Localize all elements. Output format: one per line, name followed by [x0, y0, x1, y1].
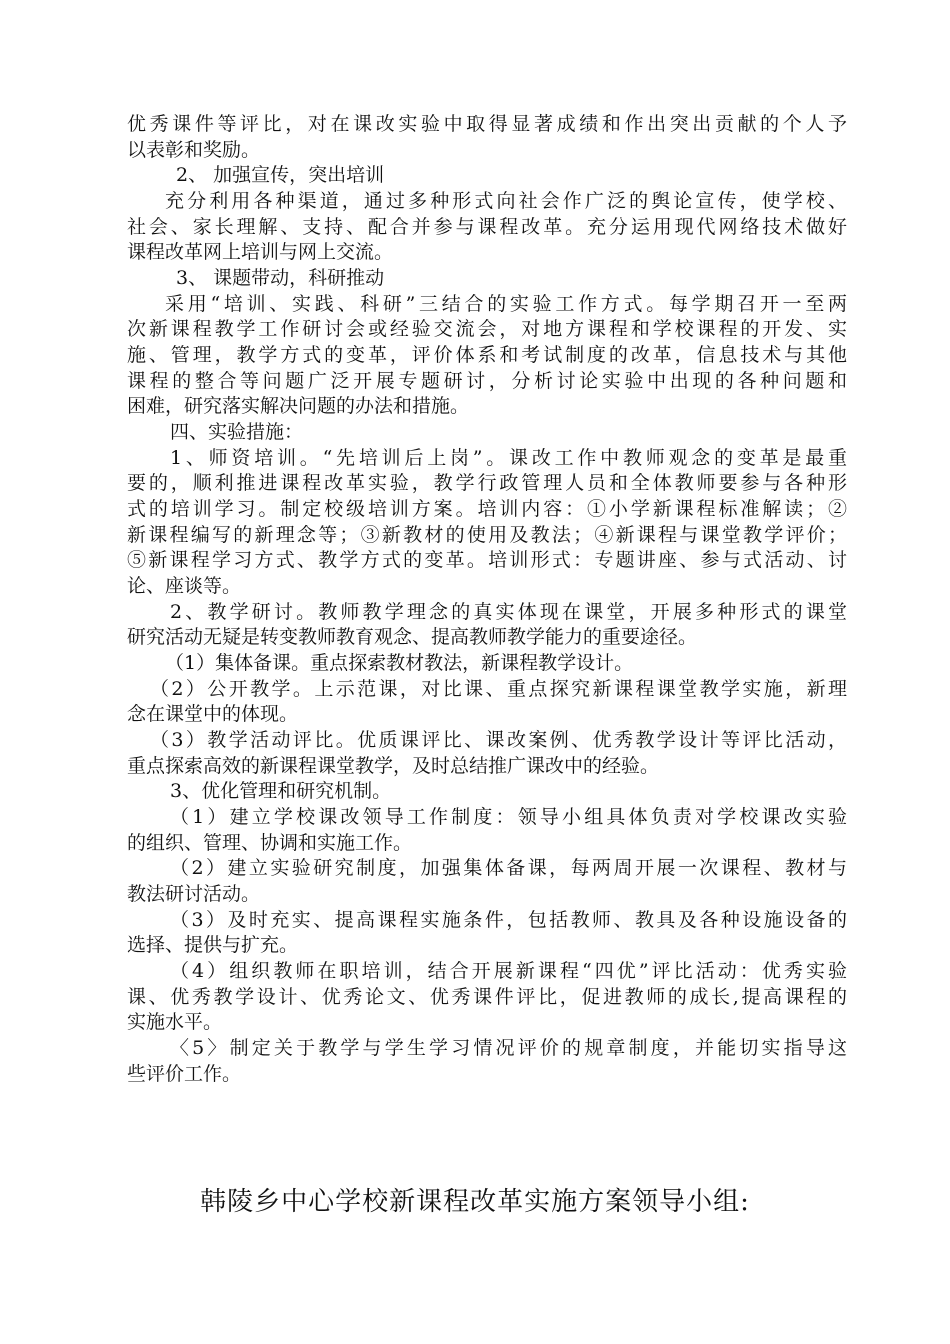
text-line: 困难，研究落实解决问题的办法和措施。	[127, 395, 470, 417]
text-line: 社会、家长理解、支持、配合并参与课程改革。充分运用现代网络技术做好	[127, 216, 847, 238]
text-line: （2）建立实验研究制度，加强集体备课，每两周开展一次课程、教材与	[170, 857, 847, 879]
text-line: 课程的整合等问题广泛开展专题研讨，分析讨论实验中出现的各种问题和	[127, 370, 847, 392]
text-line: 2、教学研讨。教师教学理念的真实体现在课堂，开展多种形式的课堂	[170, 601, 847, 623]
text-line: 重点探索高效的新课程课堂教学，及时总结推广课改中的经验。	[127, 755, 660, 777]
text-line: （1）集体备课。重点探索教材教法，新课程教学设计。	[165, 652, 634, 674]
text-line: 念在课堂中的体现。	[127, 703, 299, 725]
text-line: 以表彰和奖励。	[127, 139, 261, 161]
text-line: 次新课程教学工作研讨会或经验交流会，对地方课程和学校课程的开发、实	[127, 318, 847, 340]
text-line: 论、座谈等。	[127, 575, 242, 597]
text-line: （3）教学活动评比。优质课评比、课改案例、优秀教学设计等评比活动，	[150, 729, 847, 751]
text-line: 3、 课题带动，科研推动	[176, 267, 385, 289]
text-line: 采用“培训、实践、科研”三结合的实验工作方式。每学期召开一至两	[165, 293, 847, 315]
text-line: （2）公开教学。上示范课，对比课、重点探究新课程课堂教学实施，新理	[150, 678, 847, 700]
section-heading: 四、实验措施：	[170, 421, 304, 443]
text-line: 要的，顺利推进课程改革实验，教学行政管理人员和全体教师要参与各种形	[127, 472, 847, 494]
text-line: 3、优化管理和研究机制。	[170, 780, 392, 802]
text-line: 课、优秀教学设计、优秀论文、优秀课件评比，促进教师的成长,提高课程的	[127, 986, 847, 1008]
text-line: ⑤新课程学习方式、教学方式的变革。培训形式：专题讲座、参与式活动、讨	[127, 549, 847, 571]
text-line: 新课程编写的新理念等；③新教材的使用及教法；④新课程与课堂教学评价；	[127, 524, 847, 546]
text-line: 1、师资培训。“先培训后上岗”。课改工作中教师观念的变革是最重	[170, 447, 847, 469]
text-line: 充分利用各种渠道，通过多种形式向社会作广泛的舆论宣传，使学校、	[165, 190, 847, 212]
text-line: 施、管理，教学方式的变革，评价体系和考试制度的改革，信息技术与其他	[127, 344, 847, 366]
text-line: 课程改革网上培训与网上交流。	[127, 241, 394, 263]
text-line: 研究活动无疑是转变教师教育观念、提高教师教学能力的重要途径。	[127, 626, 698, 648]
text-line: 选择、提供与扩充。	[127, 934, 299, 956]
text-line: 优秀课件等评比，对在课改实验中取得显著成绩和作出突出贡献的个人予	[127, 113, 847, 135]
text-line: 教法研讨活动。	[127, 883, 261, 905]
text-line: （1）建立学校课改领导工作制度：领导小组具体负责对学校课改实验	[170, 806, 847, 828]
section-title: 韩陵乡中心学校新课程改革实施方案领导小组:	[200, 1187, 750, 1217]
text-line: 2、 加强宣传，突出培训	[176, 164, 385, 186]
text-line: （4）组织教师在职培训，结合开展新课程“四优”评比活动：优秀实验	[170, 960, 847, 982]
text-line: 的组织、管理、协调和实施工作。	[127, 832, 413, 854]
text-line: 实施水平。	[127, 1011, 223, 1033]
text-line: （3）及时充实、提高课程实施条件，包括教师、教具及各种设施设备的	[170, 909, 847, 931]
text-line: 式的培训学习。制定校级培训方案。培训内容：①小学新课程标准解读；②	[127, 498, 847, 520]
text-line: 〈5〉制定关于教学与学生学习情况评价的规章制度，并能切实指导这	[170, 1037, 847, 1059]
text-line: 些评价工作。	[127, 1063, 242, 1085]
